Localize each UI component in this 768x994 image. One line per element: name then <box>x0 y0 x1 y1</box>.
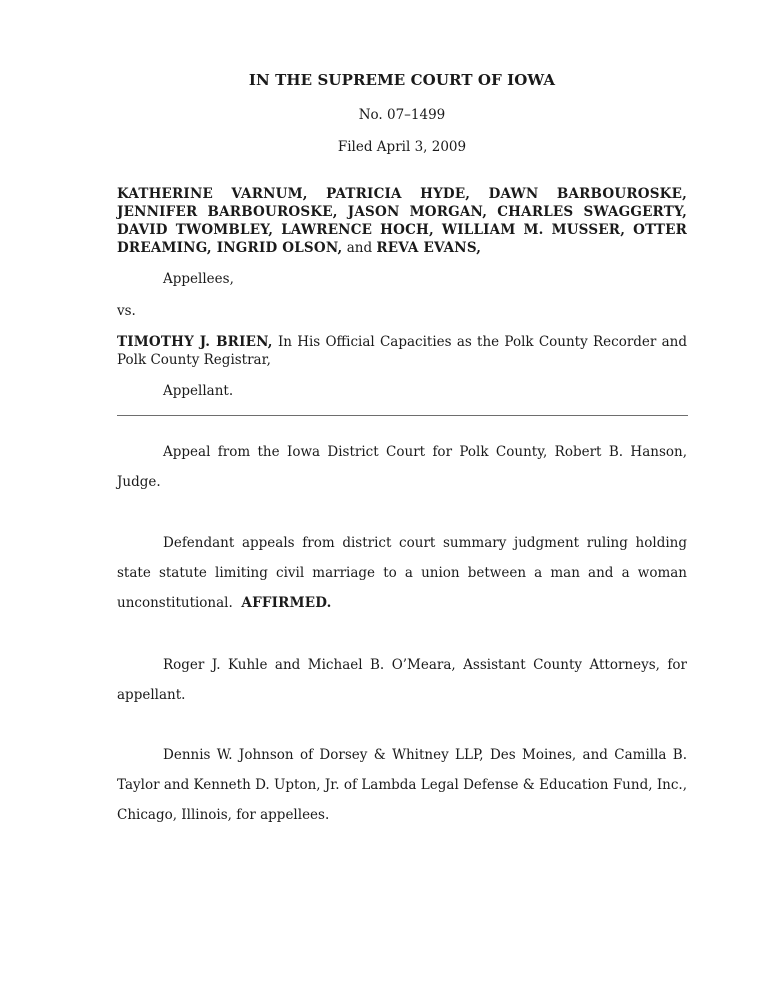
plaintiff-names: KATHERINE VARNUM, PATRICIA HYDE, DAWN BARBOUROSKE, JENNIFER BARBOUROSKE, JASON MORGAN, CHARLES SWAGGERTY, DAVID TWOMBLEY, LAWRENCE HOCH, WILLIAM M. MUSSER, OTTER DREAMING, INGRID OLSON, <box>117 186 687 256</box>
court-title: IN THE SUPREME COURT OF IOWA <box>248 71 556 89</box>
disposition-summary <box>117 528 687 618</box>
versus-label: vs. <box>117 303 136 319</box>
counsel-for-appellant: Roger J. Kuhle and Michael B. O’Meara, Assistant County Attorneys, for appellant. <box>117 657 687 703</box>
disposition-text: Defendant appeals from district court summary judgment ruling holding state statute limiting civil marriage to a union between a man and a woman unconstitutional. <box>117 535 687 611</box>
docket-number: No. 07–1499 <box>358 107 446 123</box>
section-divider <box>117 415 688 416</box>
conjunction: and <box>342 240 377 256</box>
filed-date: Filed April 3, 2009 <box>337 139 467 155</box>
holding: AFFIRMED. <box>241 595 332 611</box>
appellant-party <box>117 333 687 369</box>
appellant-label: Appellant. <box>163 383 234 399</box>
plaintiff-last-name: REVA EVANS, <box>376 240 482 256</box>
counsel-for-appellees: Dennis W. Johnson of Dorsey & Whitney LLP, Des Moines, and Camilla B. Taylor and Kenneth D. Upton, Jr. of Lambda Legal Defense & Education Fund, Inc., Chicago, Illinois, for appellees. <box>117 747 687 823</box>
appeal-statement: Appeal from the Iowa District Court for Polk County, Robert B. Hanson, Judge. <box>117 444 687 490</box>
appellees-party-list <box>117 185 687 257</box>
defendant-capacity: In His Official Capacities as the Polk County Recorder and Polk County Registrar, <box>117 334 687 368</box>
defendant-name: TIMOTHY J. BRIEN, <box>117 334 273 350</box>
appellees-label: Appellees, <box>163 271 234 287</box>
